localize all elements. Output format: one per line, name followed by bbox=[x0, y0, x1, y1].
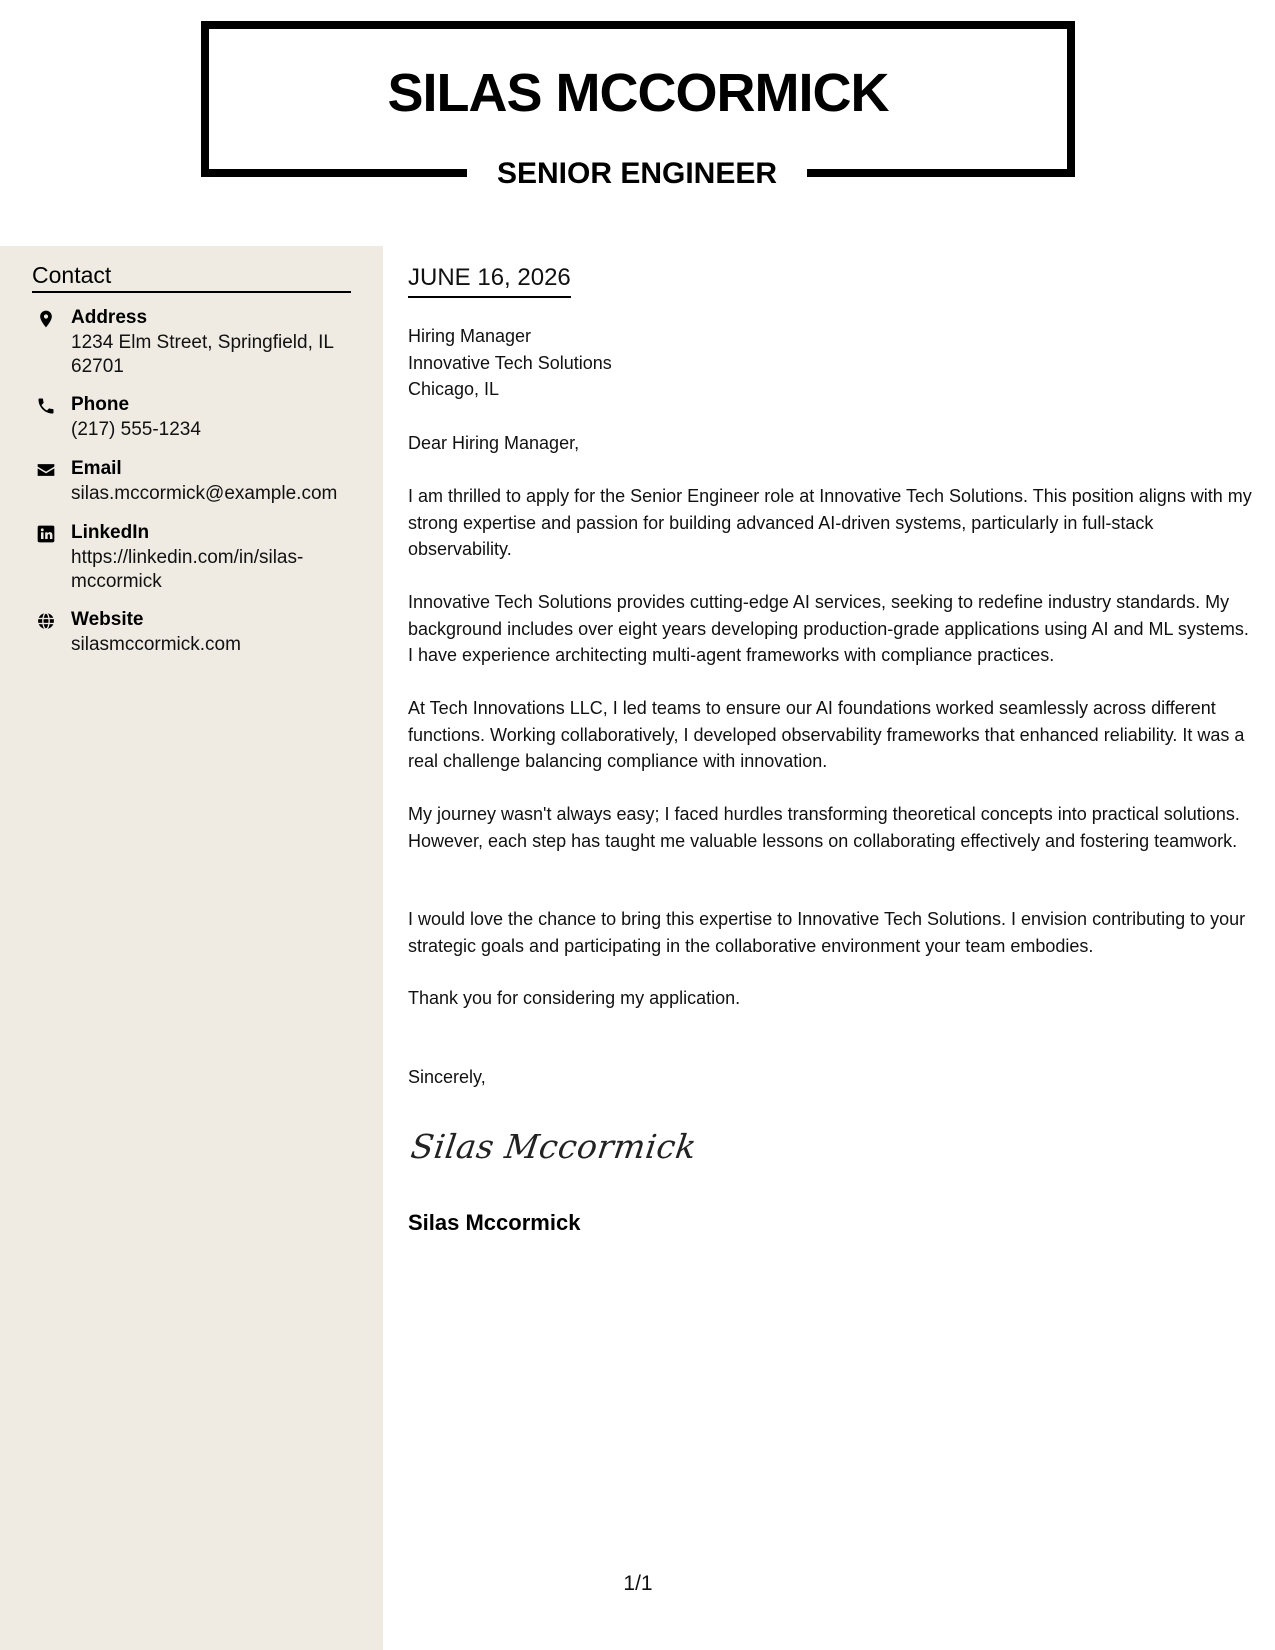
paragraph: My journey wasn't always easy; I faced hurdles transforming theoretical concepts into practical solutions. However, each step has taught me valuable lessons on collaborating effectively and fostering teamwork. bbox=[408, 804, 1240, 851]
recipient-line: Chicago, IL bbox=[408, 379, 500, 399]
linkedin-value[interactable]: https://linkedin.com/in/silas-mccormick bbox=[71, 547, 304, 592]
map-pin-icon bbox=[36, 309, 56, 329]
recipient-line: Hiring Manager bbox=[408, 326, 532, 346]
phone-value: (217) 555-1234 bbox=[71, 419, 201, 440]
job-title-container bbox=[467, 150, 807, 198]
closing: Sincerely, bbox=[408, 1067, 486, 1087]
recipient-block bbox=[408, 323, 612, 403]
globe-icon bbox=[36, 611, 56, 631]
paragraph: I would love the chance to bring this expertise to Innovative Tech Solutions. I envision contributing to your strategic goals and participating in the collaborative environment your team embodies. bbox=[408, 909, 1246, 956]
address-value: 1234 Elm Street, Springfield, IL 62701 bbox=[71, 332, 334, 377]
contact-label: Address bbox=[71, 307, 148, 328]
envelope-icon bbox=[36, 460, 56, 480]
contact-label: Phone bbox=[71, 394, 130, 415]
paragraph: Thank you for considering my application. bbox=[408, 988, 741, 1008]
letter-date: JUNE 16, 2026 bbox=[408, 262, 571, 298]
salutation: Dear Hiring Manager, bbox=[408, 433, 580, 453]
paragraph: I am thrilled to apply for the Senior Engineer role at Innovative Tech Solutions. This position aligns with my strong expertise and passion for building advanced AI-driven systems, particularly in full-stack observability. bbox=[408, 486, 1252, 559]
phone-icon bbox=[36, 396, 56, 416]
candidate-name: SILAS MCCORMICK bbox=[387, 63, 889, 123]
recipient-line: Innovative Tech Solutions bbox=[408, 352, 612, 373]
contact-label: Email bbox=[71, 458, 122, 479]
signature: Silas Mccormick bbox=[408, 1127, 700, 1166]
paragraph: At Tech Innovations LLC, I led teams to ensure our AI foundations worked seamlessly across different functions. Working collaboratively, I developed observability frameworks that enhanced reliability. It was a real challenge balancing compliance with innovation. bbox=[408, 698, 1245, 771]
website-value[interactable]: silasmccormick.com bbox=[71, 634, 241, 655]
paragraph: Innovative Tech Solutions provides cutting-edge AI services, seeking to redefine industry standards. My background includes over eight years developing production-grade applications using AI and ML systems. I have experience architecting multi-agent frameworks with compliance practices. bbox=[408, 592, 1249, 665]
linkedin-icon bbox=[36, 524, 56, 544]
contact-label: LinkedIn bbox=[71, 522, 150, 543]
contact-sidebar bbox=[0, 246, 383, 1650]
job-title: SENIOR ENGINEER bbox=[496, 157, 778, 190]
contact-label: Website bbox=[71, 609, 144, 630]
page-number: 1/1 bbox=[623, 1572, 653, 1595]
email-value[interactable]: silas.mccormick@example.com bbox=[71, 483, 338, 504]
printed-name: Silas Mccormick bbox=[408, 1210, 581, 1235]
contact-heading: Contact bbox=[32, 260, 351, 293]
